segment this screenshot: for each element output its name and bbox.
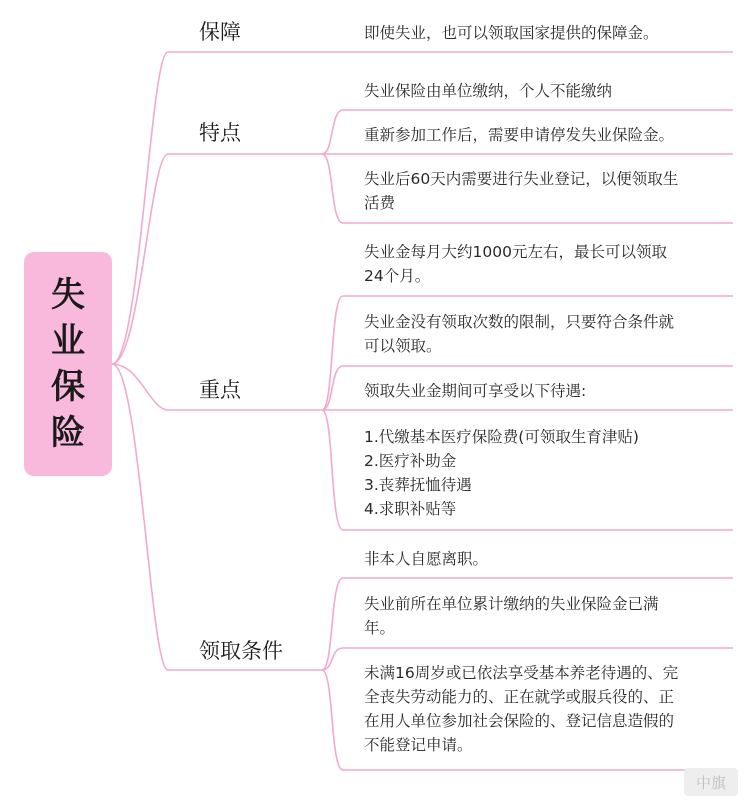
leaf-node-1-2: [364, 167, 678, 215]
leaf-node-1-1: [364, 123, 674, 147]
leaf-text-line: 可以领取。: [364, 337, 442, 355]
leaf-text-line: 失业保险由单位缴纳，个人不能缴纳: [364, 82, 613, 100]
leaf-text-line: 在用人单位参加社会保险的、登记信息造假的: [364, 712, 675, 730]
leaf-text-line: 失业金每月大约1000元左右，最长可以领取: [364, 243, 667, 261]
leaf-text-line: 失业前所在单位累计缴纳的失业保险金已满: [364, 595, 659, 613]
leaf-text-line: 失业后60天内需要进行失业登记，以便领取生: [364, 170, 679, 188]
leaf-text-line: 活费: [364, 194, 396, 212]
leaf-text-line: 2.医疗补助金: [364, 452, 457, 470]
root-to-branch-0: [112, 52, 322, 364]
branch-label-3: 领取条件: [199, 639, 283, 663]
leaf-node-2-1: [364, 310, 674, 358]
leaf-text-line: 1.代缴基本医疗保险费(可领取生育津贴): [364, 428, 639, 446]
leaf-text-line: 未满16周岁或已依法享受基本养老待遇的、完: [364, 664, 679, 682]
branch-label-1: 特点: [199, 121, 241, 145]
leaf-text-line: 全丧失劳动能力的、正在就学或服兵役的、正: [364, 688, 675, 706]
root-node: [24, 252, 112, 476]
leaf-text-line: 4.求职补贴等: [364, 500, 457, 518]
leaf-text-line: 24个月。: [364, 267, 431, 285]
leaf-text-line: 领取失业金期间可享受以下待遇:: [364, 382, 587, 400]
leaf-text-line: 年。: [364, 619, 396, 637]
leaf-text-line: 3.丧葬抚恤待遇: [364, 476, 472, 494]
watermark-logo: [684, 768, 738, 796]
leaf-text-line: 重新参加工作后，需要申请停发失业保险金。: [364, 126, 675, 144]
leaf-text-line: 即使失业，也可以领取国家提供的保障金。: [364, 24, 659, 42]
leaf-node-1-0: [364, 79, 612, 103]
leaf-node-2-0: [364, 240, 667, 288]
branch-label-0: 保障: [199, 20, 241, 44]
leaf-node-2-3: [364, 425, 639, 521]
leaf-node-0-0: [364, 21, 659, 45]
root-to-branch-1: [112, 154, 322, 364]
leaf-text-line: 失业金没有领取次数的限制，只要符合条件就: [364, 313, 675, 331]
leaf-node-3-2: [364, 661, 678, 757]
leaf-node-3-0: [364, 547, 488, 571]
leaf-node-3-1: [364, 592, 659, 640]
watermark-text: 中旗: [695, 773, 726, 792]
leaf-node-2-2: [364, 379, 586, 403]
leaf-text-line: 不能登记申请。: [364, 736, 473, 754]
branch-label-2: 重点: [199, 378, 241, 402]
root-title: 失业保险: [51, 275, 85, 453]
leaf-text-line: 非本人自愿离职。: [364, 550, 489, 568]
